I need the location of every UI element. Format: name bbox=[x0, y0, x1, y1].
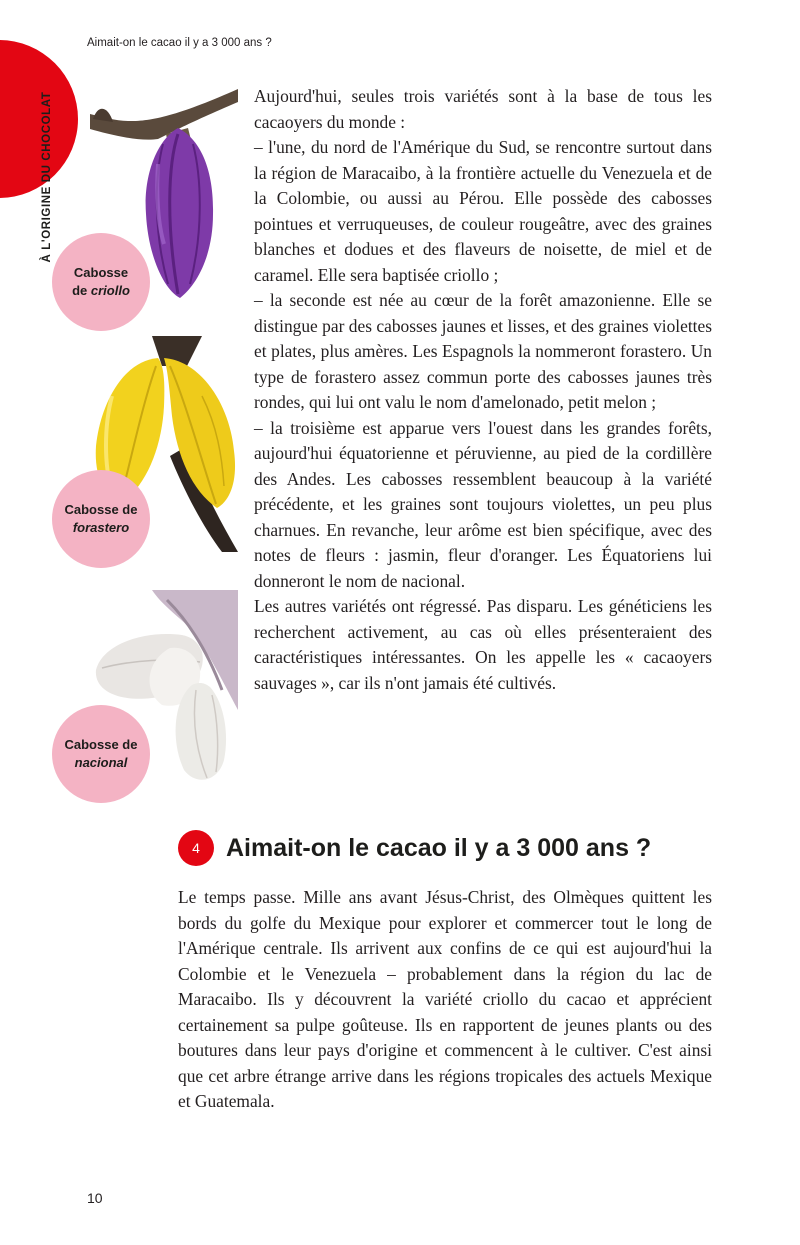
running-head: Aimait-on le cacao il y a 3 000 ans ? bbox=[87, 37, 272, 49]
paragraph: Les autres variétés ont régressé. Pas disparu. Les généticiens les recherchent activement, au cas où elles présenteraient des caractéristiques intéressantes. On les appelle les « cacaoyers sauvages », car ils n'ont jamais été cultivés. bbox=[254, 596, 712, 693]
paragraph: Le temps passe. Mille ans avant Jésus-Christ, des Olmèques quittent les bords du golfe du Mexique pour explorer et commercer tout le long de l'Amérique centrale. Ils arrivent aux confins de ce qui est aujourd'hui la Colombie et le Venezuela – probablement dans la région du lac de Maracaibo. Ils y découvrent la variété criollo du cacao et apprécient certainement sa pulpe goûteuse. Ils en rapportent de jeunes plants ou des boutures dans leur pays d'origine et commencent à le cultiver. C'est ainsi que cet arbre étrange arrive dans les régions tropicales des actuels Mexique et Guatemala. bbox=[178, 887, 712, 1111]
paragraph: Aujourd'hui, seules trois variétés sont à la base de tous les cacaoyers du monde : bbox=[254, 86, 712, 132]
criollo-caption: Cabosse de criollo bbox=[52, 233, 150, 331]
main-text-column bbox=[254, 84, 712, 696]
paragraph: – la troisième est apparue vers l'ouest dans les grandes forêts, aujourd'hui équatorienne et péruvienne, au pied de la cordillère des Andes. Les cabosses ressemblent beaucoup à la variété précédente, et les graines sont toujours violettes, un peu plus charnues. En revanche, leur arôme est bien spécifique, avec des notes de fleurs : jasmin, fleur d'oranger. Les Équatoriens lui donneront le nom de nacional. bbox=[254, 417, 712, 591]
section-title: Aimait-on le cacao il y a 3 000 ans ? bbox=[226, 833, 652, 862]
page-number: 10 bbox=[87, 1190, 103, 1206]
section-body bbox=[178, 885, 712, 1115]
paragraph: – l'une, du nord de l'Amérique du Sud, se rencontre surtout dans la région de Maracaibo, à la frontière actuelle du Venezuela et de la Colombie, ou aussi au Pérou. Elle possède des cabosses pointues et verruqueuses, de couleur rougeâtre, avec des graines blanches et dodues et des flaveurs de noisette, de miel et de caramel. Elle sera baptisée criollo ; bbox=[254, 137, 712, 285]
nacional-caption: Cabosse de nacional bbox=[52, 705, 150, 803]
paragraph: – la seconde est née au cœur de la forêt amazonienne. Elle se distingue par des cabosses jaunes et lisses, et des graines violettes et plates, plus amères. Les Espagnols la nommeront forastero. Un type de forastero assez commun porte des cabosses jaunes très rondes, qui lui ont valu le nom d'amelonado, petit melon ; bbox=[254, 290, 712, 412]
chapter-label: À L'ORIGINE DU CHOCOLAT bbox=[41, 91, 53, 263]
section-number-badge: 4 bbox=[178, 830, 214, 866]
forastero-caption: Cabosse de forastero bbox=[52, 470, 150, 568]
section-heading bbox=[178, 828, 651, 868]
